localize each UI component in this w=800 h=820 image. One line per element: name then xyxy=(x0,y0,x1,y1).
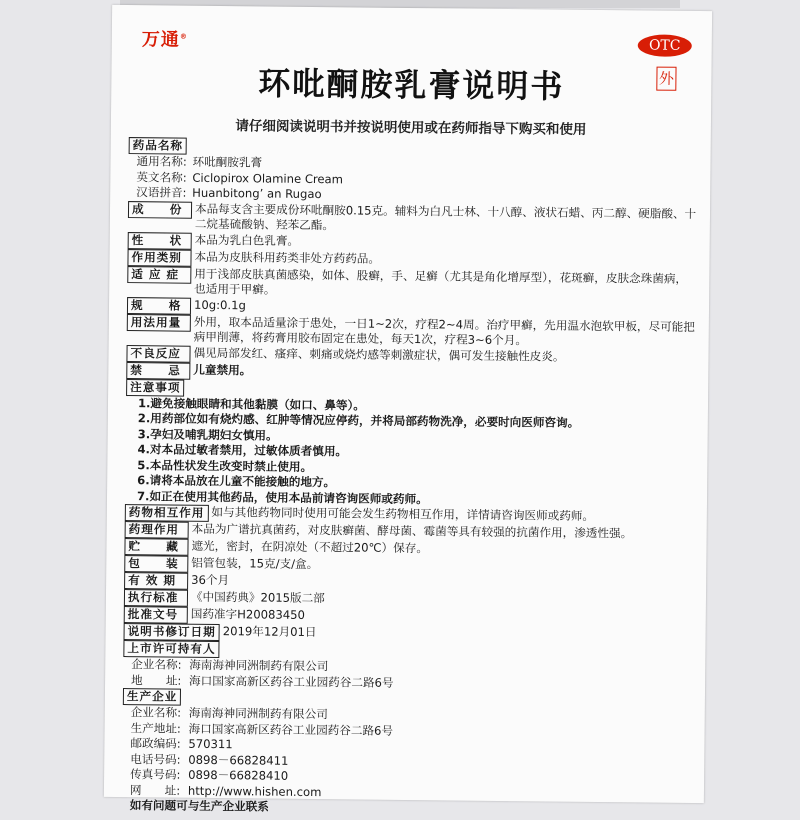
storage-label: 贮 藏 xyxy=(124,538,188,556)
storage: 遮光，密封，在阴凉处（不超过20℃）保存。 xyxy=(191,538,429,556)
note-item: 6.请将本品放在儿童不能接触的地方。 xyxy=(137,473,336,490)
pinyin-label: 汉语拼音: xyxy=(136,185,187,200)
pharmacology-label: 药理作用 xyxy=(125,521,189,539)
category: 本品为皮肤科用药类非处方药药品。 xyxy=(194,249,381,266)
contra-label: 禁 忌 xyxy=(126,362,190,380)
english-name: Ciclopirox Olamine Cream xyxy=(192,170,344,186)
adverse: 偶见局部发红、瘙痒、刺痛或烧灼感等刺激症状，偶可发生接触性皮炎。 xyxy=(193,345,565,364)
revision-label: 说明书修订日期 xyxy=(124,623,220,641)
manufacturer-label: 生产企业 xyxy=(123,688,182,706)
leaflet-body xyxy=(122,137,699,819)
indication-label: 适 应 症 xyxy=(127,266,191,284)
mfr-company-label: 企业名称: xyxy=(130,705,182,720)
fax: 0898－66828410 xyxy=(188,767,289,783)
fax-label: 传真号码: xyxy=(130,767,181,782)
brand-logo xyxy=(142,25,188,51)
mah-address: 海口国家高新区药谷工业园药谷二路6号 xyxy=(189,673,394,690)
ingredients: 本品每支含主要成份环吡酮胺0.15克。辅料为白凡士林、十八醇、液状石蜡、丙二醇、硬脂酸、十二烷基硫酸钠、羟苯乙酯。 xyxy=(194,201,697,233)
category-label: 作用类别 xyxy=(127,249,191,267)
mah-company: 海南海神同洲制药有限公司 xyxy=(189,657,329,674)
document-title: 环吡酮胺乳膏说明书 xyxy=(258,64,565,106)
website: http://www.hishen.com xyxy=(187,783,322,799)
mah-company-label: 企业名称: xyxy=(131,657,182,672)
footer-note: 如有问题可与生产企业联系 xyxy=(129,798,269,814)
external-use-mark: 外 xyxy=(656,67,676,91)
approval: 国药准字H20083450 xyxy=(190,606,305,622)
adverse-label: 不良反应 xyxy=(126,345,190,363)
package: 铝管包装，15克/支/盒。 xyxy=(191,555,319,572)
postcode-label: 邮政编码: xyxy=(130,736,181,751)
website-label: 网 址: xyxy=(129,782,181,798)
mfr-address-label: 生产地址: xyxy=(130,720,181,736)
english-name-label: 英文名称: xyxy=(136,169,187,185)
spec: 10g:0.1g xyxy=(193,297,246,312)
spec-label: 规 格 xyxy=(127,297,191,315)
usage-label: 用法用量 xyxy=(127,314,191,332)
generic-name-label: 通用名称: xyxy=(136,154,187,169)
otc-badge: OTC xyxy=(638,34,692,57)
note-item: 5.本品性状发生改变时禁止使用。 xyxy=(137,457,313,474)
registered-mark: ® xyxy=(179,32,188,41)
mfr-company: 海南海神同洲制药有限公司 xyxy=(188,705,328,722)
interaction: 如与其他药物同时使用可能会发生药物相互作用，详情请咨询医师或药师。 xyxy=(211,504,595,523)
standard: 《中国药典》2015版二部 xyxy=(190,589,325,606)
ingredients-label: 成 份 xyxy=(128,201,192,219)
brand-name: 万通 xyxy=(141,29,180,51)
mah-label: 上市许可持有人 xyxy=(123,640,219,658)
phone-label: 电话号码: xyxy=(130,751,181,767)
note-item: 7.如正在使用其他药品，使用本品前请咨询医师或药师。 xyxy=(136,488,428,506)
package-label: 包 装 xyxy=(124,555,188,573)
validity: 36个月 xyxy=(191,572,230,588)
pharmacology: 本品为广谱抗真菌药，对皮肤癣菌、酵母菌、霉菌等具有较强的抗菌作用，渗透性强。 xyxy=(191,521,633,541)
revision: 2019年12月01日 xyxy=(222,624,317,640)
standard-label: 执行标准 xyxy=(124,589,188,607)
mfr-address: 海口国家高新区药谷工业园药谷二路6号 xyxy=(188,721,394,738)
appearance-label: 性 状 xyxy=(128,232,192,250)
leaflet-sheet xyxy=(104,5,712,814)
contra: 儿童禁用。 xyxy=(193,362,252,377)
indication: 用于浅部皮肤真菌感染，如体、股癣，手、足癣（尤其是角化增厚型），花斑癣，皮肤念珠菌病，也适用于甲癣。 xyxy=(194,266,688,297)
pinyin: Huanbitong’ an Rugao xyxy=(192,185,322,202)
note-item: 4.对本品过敏者禁用，过敏体质者慎用。 xyxy=(137,442,348,459)
interaction-label: 药物相互作用 xyxy=(125,504,209,522)
approval-label: 批准文号 xyxy=(124,606,188,624)
drug-name-header: 药品名称 xyxy=(129,137,188,155)
document-subtitle: 请仔细阅读说明书并按说明使用或在药师指导下购买和使用 xyxy=(235,118,587,138)
appearance: 本品为乳白色乳膏。 xyxy=(194,232,300,248)
notes-label: 注意事项 xyxy=(126,379,185,397)
note-item: 2.用药部位如有烧灼感、红肿等情况应停药，并将局部药物洗净，必要时向医师咨询。 xyxy=(137,411,580,430)
generic-name: 环吡酮胺乳膏 xyxy=(192,154,263,170)
usage: 外用，取本品适量涂于患处，一日1~2次，疗程2~4周。治疗甲癣，先用温水泡软甲板，尽可能把病甲削薄，将药膏用胶布固定在患处，每天1次，疗程3~6个月。 xyxy=(193,314,695,348)
postcode: 570311 xyxy=(188,736,233,752)
mah-address-label: 地 址: xyxy=(131,672,182,688)
phone: 0898－66828411 xyxy=(188,752,289,768)
validity-label: 有 效 期 xyxy=(124,572,188,590)
note-item: 1.避免接触眼睛和其他黏膜（如口、鼻等）。 xyxy=(137,395,366,413)
note-item: 3.孕妇及哺乳期妇女慎用。 xyxy=(137,426,278,443)
